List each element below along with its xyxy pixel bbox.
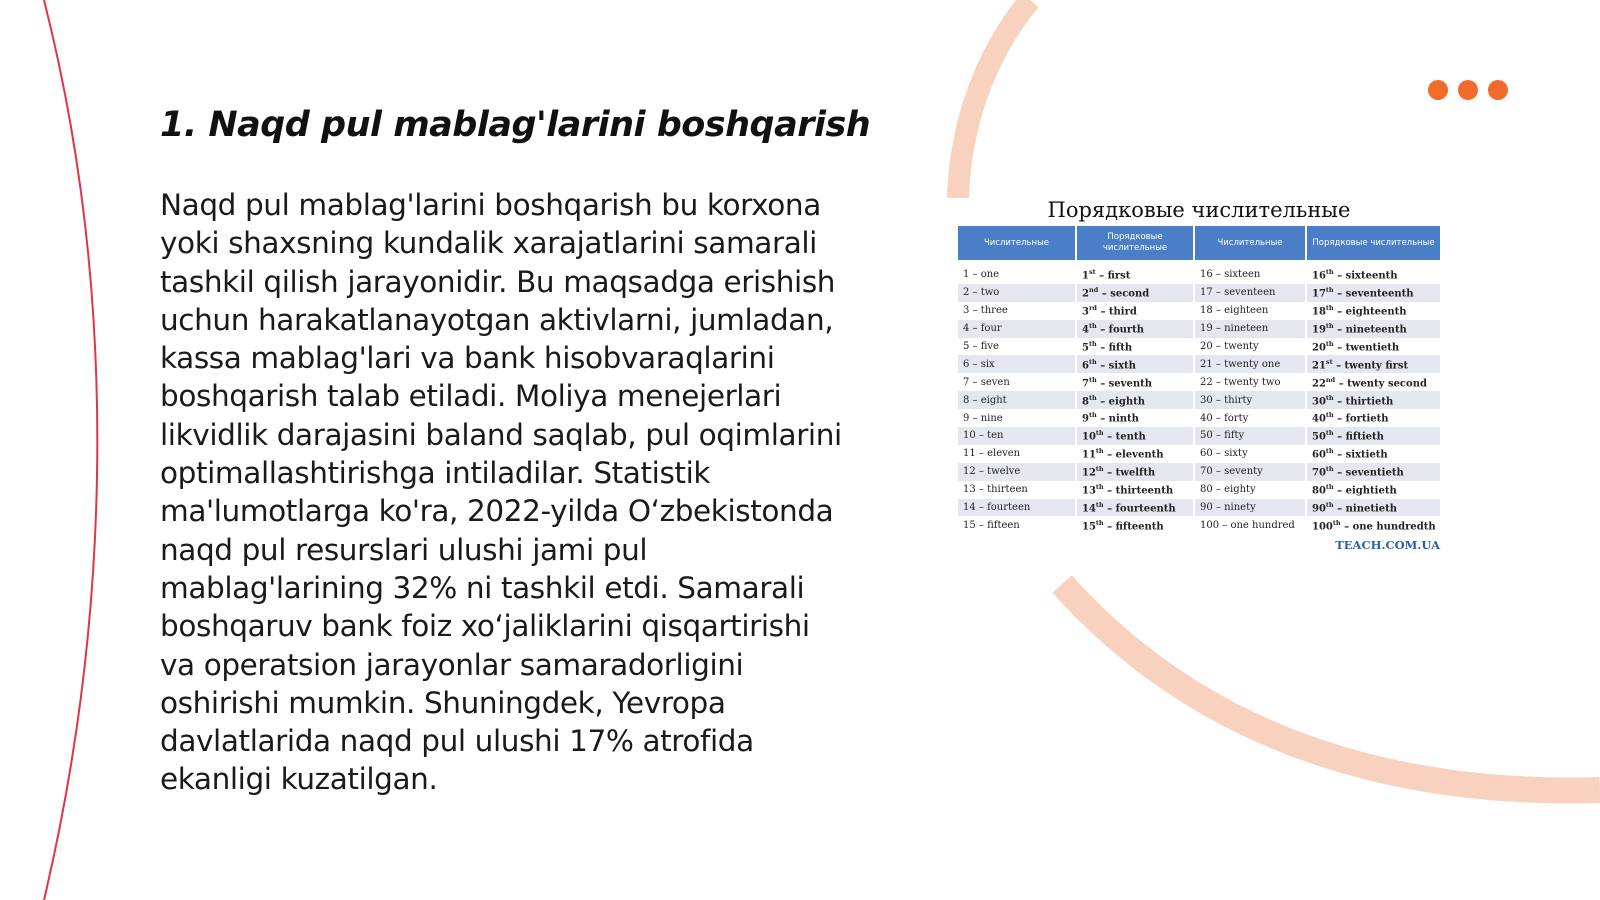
ordinal-cell: 13th – thirteenth [1076,481,1194,499]
ordinal-cell: 8th – eighth [1076,391,1194,409]
ordinal-cell: 2nd – second [1076,284,1194,302]
dot-1 [1428,80,1448,100]
cardinal-cell: 90 – ninety [1194,499,1306,517]
cardinal-cell: 9 – nine [958,409,1076,427]
cardinal-cell: 18 – eighteen [1194,302,1306,320]
cardinal-cell: 60 – sixty [1194,445,1306,463]
ordinal-cell: 21st – twenty first [1306,355,1440,373]
ordinal-numbers-table [958,226,1440,534]
cardinal-cell: 20 – twenty [1194,338,1306,356]
cardinal-cell: 1 – one [958,266,1076,284]
table-header-cell: Числительные [958,226,1076,260]
cardinal-cell: 40 – forty [1194,409,1306,427]
left-accent-curve [44,0,97,900]
table-row [958,463,1440,481]
table-row [958,266,1440,284]
table-header-cell: Порядковые числительные [1306,226,1440,260]
cardinal-cell: 3 – three [958,302,1076,320]
table-header-row [958,226,1440,260]
table-body [958,260,1440,534]
cardinal-cell: 70 – seventy [1194,463,1306,481]
cardinal-cell: 22 – twenty two [1194,373,1306,391]
table-row [958,427,1440,445]
ordinal-cell: 70th – seventieth [1306,463,1440,481]
ordinal-cell: 1st – first [1076,266,1194,284]
table-row [958,338,1440,356]
cardinal-cell: 8 – eight [958,391,1076,409]
table-row [958,499,1440,517]
arc-top-decoration [958,0,1030,198]
ordinal-numbers-figure [958,196,1440,552]
cardinal-cell: 30 – thirty [1194,391,1306,409]
ordinal-cell: 50th – fiftieth [1306,427,1440,445]
ordinal-cell: 14th – fourteenth [1076,499,1194,517]
table-row [958,391,1440,409]
ordinal-cell: 100th – one hundredth [1306,516,1440,534]
table-row [958,320,1440,338]
cardinal-cell: 7 – seven [958,373,1076,391]
table-row [958,445,1440,463]
cardinal-cell: 10 – ten [958,427,1076,445]
ordinal-cell: 19th – nineteenth [1306,320,1440,338]
table-row [958,409,1440,427]
cardinal-cell: 16 – sixteen [1194,266,1306,284]
figure-source: TEACH.COM.UA [1335,538,1440,553]
cardinal-cell: 50 – fifty [1194,427,1306,445]
ordinal-cell: 3rd – third [1076,302,1194,320]
ordinal-cell: 20th – twentieth [1306,338,1440,356]
arc-bottom-decoration [1062,584,1600,790]
ordinal-cell: 9th – ninth [1076,409,1194,427]
ordinal-cell: 30th – thirtieth [1306,391,1440,409]
cardinal-cell: 2 – two [958,284,1076,302]
cardinal-cell: 19 – nineteen [1194,320,1306,338]
table-row [958,284,1440,302]
cardinal-cell: 6 – six [958,355,1076,373]
ordinal-cell: 18th – eighteenth [1306,302,1440,320]
dot-2 [1458,80,1478,100]
cardinal-cell: 13 – thirteen [958,481,1076,499]
ordinal-cell: 12th – twelfth [1076,463,1194,481]
ordinal-cell: 17th – seventeenth [1306,284,1440,302]
table-row [958,302,1440,320]
more-dots-icon [1428,80,1508,100]
figure-title: Порядковые числительные [1047,198,1351,222]
table-row [958,373,1440,391]
table-row [958,355,1440,373]
ordinal-cell: 16th – sixteenth [1306,266,1440,284]
ordinal-cell: 11th – eleventh [1076,445,1194,463]
ordinal-cell: 10th – tenth [1076,427,1194,445]
ordinal-cell: 60th – sixtieth [1306,445,1440,463]
table-header-cell: Порядковые числительные [1076,226,1194,260]
cardinal-cell: 17 – seventeen [1194,284,1306,302]
ordinal-cell: 6th – sixth [1076,355,1194,373]
cardinal-cell: 11 – eleven [958,445,1076,463]
cardinal-cell: 4 – four [958,320,1076,338]
ordinal-cell: 4th – fourth [1076,320,1194,338]
ordinal-cell: 15th – fifteenth [1076,516,1194,534]
ordinal-cell: 90th – ninetieth [1306,499,1440,517]
cardinal-cell: 80 – eighty [1194,481,1306,499]
cardinal-cell: 100 – one hundred [1194,516,1306,534]
cardinal-cell: 14 – fourteen [958,499,1076,517]
dot-3 [1488,80,1508,100]
cardinal-cell: 21 – twenty one [1194,355,1306,373]
ordinal-cell: 22nd – twenty second [1306,373,1440,391]
slide-title: 1. Naqd pul mablag'larini boshqarish [160,105,871,145]
ordinal-cell: 5th – fifth [1076,338,1194,356]
cardinal-cell: 15 – fifteen [958,516,1076,534]
slide-body-text: Naqd pul mablag'larini boshqarish bu korxona yoki shaxsning kundalik xarajatlarini samarali tashkil qilish jarayonidir. Bu maqsadga erishish uchun harakatlanayotgan aktivlarni, jumladan, kassa mablag'lari va bank hisobvaraqlarini boshqarish talab etiladi. Moliya menejerlari likvidlik darajasini baland saqlab, pul oqimlarini optimallashtirishga intiladilar. Statistik ma'lumotlarga ko'ra, 2022-yilda O‘zbekistonda naqd pul resurslari ulushi jami pul mablag'larining 32% ni tashkil etdi. Samarali boshqaruv bank foiz xo‘jaliklarini qisqartirishi va operatsion jarayonlar samaradorligini oshirishi mumkin. Shuningdek, Yevropa davlatlarida naqd pul ulushi 17% atrofida ekanligi kuzatilgan. [160,188,842,797]
table-header-cell: Числительные [1194,226,1306,260]
table-row [958,516,1440,534]
cardinal-cell: 12 – twelve [958,463,1076,481]
ordinal-cell: 80th – eightieth [1306,481,1440,499]
table-row [958,481,1440,499]
ordinal-cell: 7th – seventh [1076,373,1194,391]
ordinal-cell: 40th – fortieth [1306,409,1440,427]
cardinal-cell: 5 – five [958,338,1076,356]
